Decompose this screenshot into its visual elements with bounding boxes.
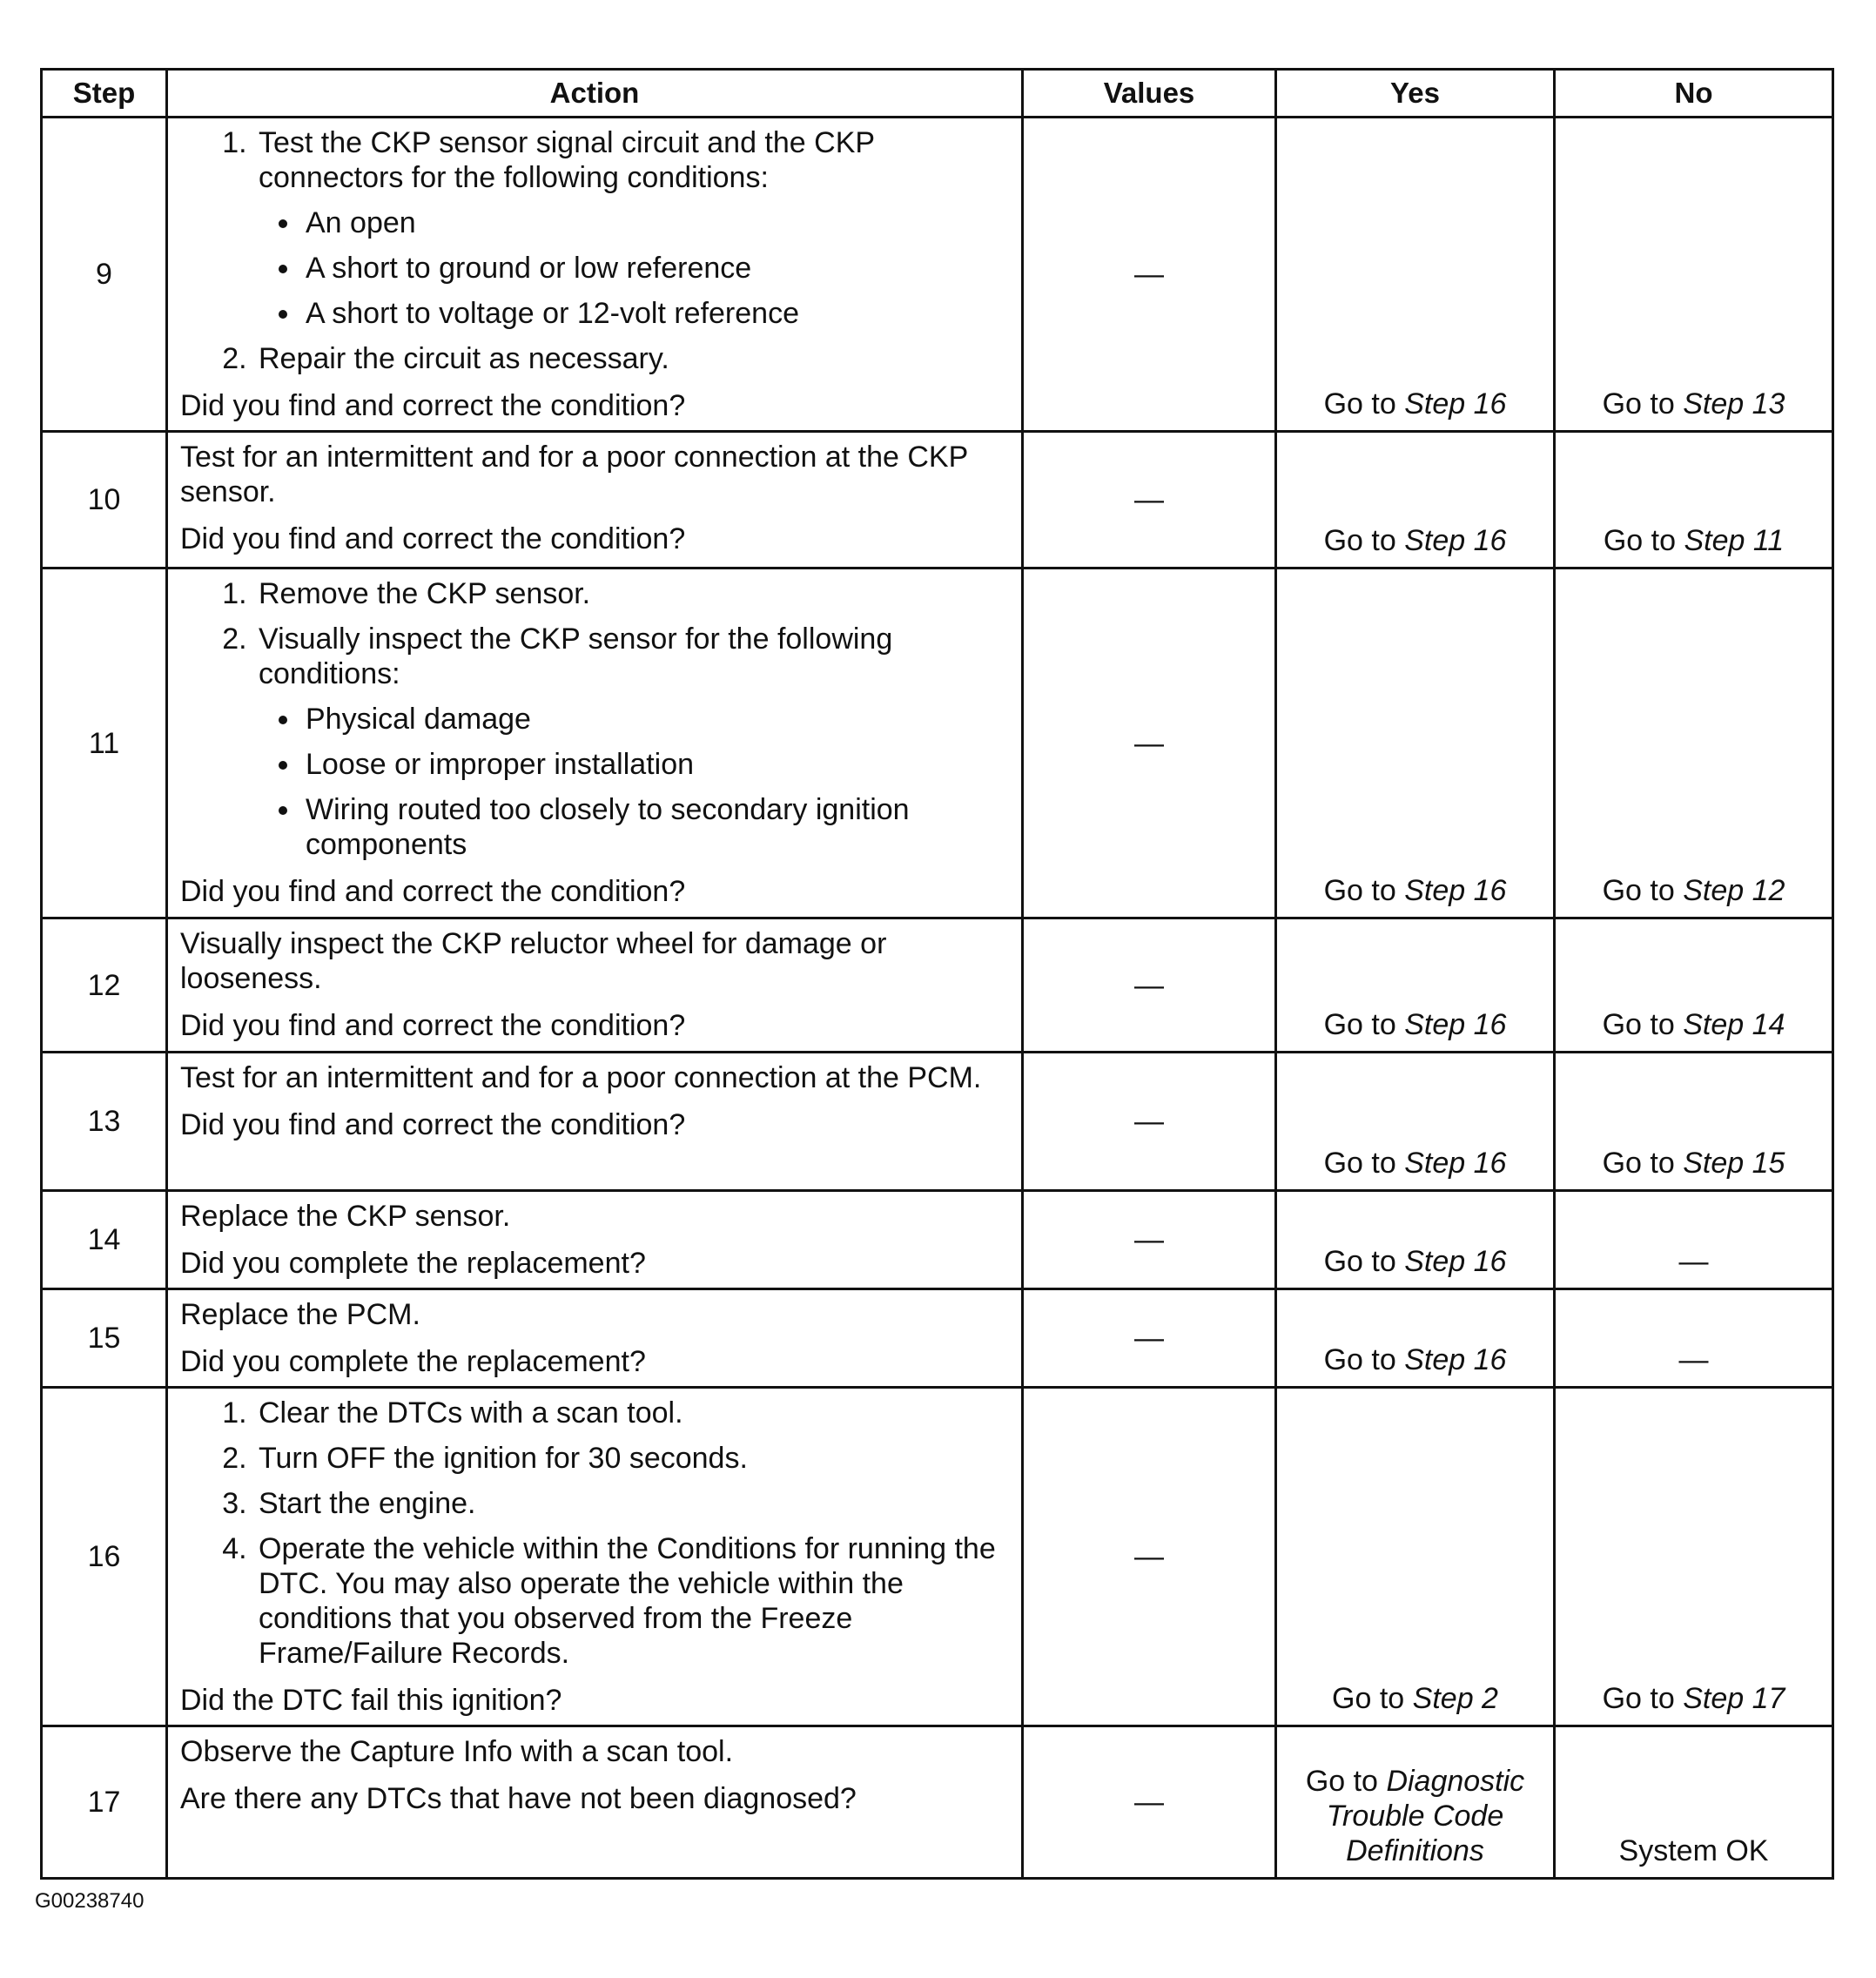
diagnostic-table	[40, 68, 1834, 1880]
question-text: Did you complete the replacement?	[180, 1247, 646, 1280]
step-reference: Step 11	[1684, 524, 1785, 557]
goto-text: Go to	[1602, 387, 1675, 420]
instruction-text: Replace the CKP sensor.	[180, 1200, 511, 1233]
question-text: Did the DTC fail this ignition?	[180, 1684, 562, 1717]
values-cell: —	[1023, 432, 1276, 569]
table-row	[42, 118, 1833, 432]
outcome-text: System OK	[1618, 1834, 1769, 1867]
instruction-item-text: Visually inspect the CKP sensor for the following conditions:	[259, 622, 893, 690]
yes-cell	[1276, 1388, 1555, 1726]
condition-list	[259, 205, 1009, 331]
action-cell	[167, 569, 1023, 918]
instruction-item	[255, 341, 1009, 376]
step-reference: Step 16	[1404, 1343, 1507, 1376]
yes-cell	[1276, 1053, 1555, 1191]
condition-item: • Physical damage	[302, 702, 1009, 737]
header-row	[42, 70, 1833, 118]
condition-item: • An open	[302, 205, 1009, 240]
values-cell: —	[1023, 1191, 1276, 1289]
question-text: Did you find and correct the condition?	[180, 1009, 686, 1042]
step-reference: Step 16	[1404, 874, 1507, 907]
yes-cell	[1276, 1191, 1555, 1289]
instruction-text: Observe the Capture Info with a scan tool.	[180, 1735, 734, 1768]
question-text: Did you find and correct the condition?	[180, 875, 686, 908]
step-reference: Step 12	[1683, 874, 1785, 907]
instruction-item-text: Repair the circuit as necessary.	[259, 342, 669, 375]
instruction-item-text: Start the engine.	[259, 1487, 476, 1520]
outcome-text: —	[1678, 1343, 1709, 1376]
document-code: G00238740	[35, 1889, 145, 1913]
step-reference: Diagnostic Trouble Code Definitions	[1326, 1765, 1525, 1867]
header-yes: Yes	[1276, 70, 1555, 118]
step-number: 13	[42, 1053, 167, 1191]
yes-cell	[1276, 432, 1555, 569]
step-number: 15	[42, 1289, 167, 1388]
goto-text: Go to	[1323, 1245, 1396, 1278]
goto-text: Go to	[1602, 1147, 1675, 1180]
step-number: 11	[42, 569, 167, 918]
values-cell: —	[1023, 569, 1276, 918]
question-text: Did you complete the replacement?	[180, 1345, 646, 1378]
table-row	[42, 918, 1833, 1053]
instruction-item	[255, 576, 1009, 611]
yes-cell	[1276, 1726, 1555, 1879]
goto-text: Go to	[1323, 874, 1396, 907]
no-cell	[1555, 118, 1833, 432]
condition-item: • Loose or improper installation	[302, 747, 1009, 782]
no-cell	[1555, 1388, 1833, 1726]
question-text: Did you find and correct the condition?	[180, 389, 686, 422]
instruction-text: Visually inspect the CKP reluctor wheel for damage or looseness.	[180, 927, 887, 995]
no-cell	[1555, 1289, 1833, 1388]
goto-text: Go to	[1323, 1343, 1396, 1376]
no-cell	[1555, 1191, 1833, 1289]
goto-text: Go to	[1602, 1008, 1675, 1041]
goto-text: Go to	[1332, 1682, 1405, 1715]
header-no: No	[1555, 70, 1833, 118]
step-reference: Step 16	[1404, 1245, 1507, 1278]
yes-cell	[1276, 118, 1555, 432]
goto-text: Go to	[1602, 874, 1675, 907]
step-number: 12	[42, 918, 167, 1053]
step-reference: Step 16	[1404, 1147, 1507, 1180]
header-step: Step	[42, 70, 167, 118]
yes-cell	[1276, 918, 1555, 1053]
action-cell	[167, 1726, 1023, 1879]
header-values: Values	[1023, 70, 1276, 118]
step-number: 14	[42, 1191, 167, 1289]
goto-text: Go to	[1603, 524, 1677, 557]
values-cell: —	[1023, 918, 1276, 1053]
question-text: Did you find and correct the condition?	[180, 522, 686, 555]
condition-item: • Wiring routed too closely to secondary ignition components	[302, 792, 1009, 862]
goto-text: Go to	[1323, 1147, 1396, 1180]
values-cell: —	[1023, 118, 1276, 432]
instruction-list	[180, 576, 1009, 862]
action-cell	[167, 1191, 1023, 1289]
values-cell: —	[1023, 1289, 1276, 1388]
instruction-item-text: Test the CKP sensor signal circuit and the CKP connectors for the following conditions:	[259, 126, 875, 194]
action-cell	[167, 1289, 1023, 1388]
condition-item: • A short to ground or low reference	[302, 251, 1009, 286]
action-cell	[167, 918, 1023, 1053]
header-action: Action	[167, 70, 1023, 118]
yes-cell	[1276, 569, 1555, 918]
table-row	[42, 569, 1833, 918]
no-cell	[1555, 432, 1833, 569]
instruction-item	[255, 1396, 1009, 1430]
no-cell	[1555, 569, 1833, 918]
instruction-item	[255, 1531, 1009, 1671]
instruction-item	[255, 1486, 1009, 1521]
goto-text: Go to	[1323, 1008, 1396, 1041]
table-row	[42, 1388, 1833, 1726]
instruction-item	[255, 1441, 1009, 1476]
question-text: Are there any DTCs that have not been diagnosed?	[180, 1782, 857, 1815]
action-cell	[167, 1053, 1023, 1191]
instruction-item-text: Clear the DTCs with a scan tool.	[259, 1396, 683, 1430]
step-reference: Step 14	[1683, 1008, 1785, 1041]
instruction-item	[255, 125, 1009, 331]
instruction-list	[180, 125, 1009, 376]
instruction-item-text: Turn OFF the ignition for 30 seconds.	[259, 1442, 748, 1475]
values-cell: —	[1023, 1726, 1276, 1879]
instruction-item-text: Operate the vehicle within the Conditions for running the DTC. You may also operate the vehicle within the conditions that you observed from the Freeze Frame/Failure Records.	[259, 1532, 996, 1670]
instruction-text: Test for an intermittent and for a poor connection at the CKP sensor.	[180, 441, 968, 508]
step-reference: Step 2	[1412, 1682, 1498, 1715]
no-cell	[1555, 1726, 1833, 1879]
action-cell	[167, 118, 1023, 432]
step-number: 16	[42, 1388, 167, 1726]
goto-text: Go to	[1305, 1765, 1378, 1798]
table-row	[42, 1289, 1833, 1388]
table-body	[42, 118, 1833, 1879]
instruction-item-text: Remove the CKP sensor.	[259, 577, 591, 610]
step-reference: Step 16	[1404, 524, 1507, 557]
goto-text: Go to	[1602, 1682, 1675, 1715]
action-cell	[167, 1388, 1023, 1726]
step-number: 10	[42, 432, 167, 569]
table-row	[42, 432, 1833, 569]
instruction-text: Test for an intermittent and for a poor connection at the PCM.	[180, 1061, 982, 1094]
step-reference: Step 13	[1683, 387, 1785, 420]
instruction-list	[180, 1396, 1009, 1671]
action-cell	[167, 432, 1023, 569]
step-number: 17	[42, 1726, 167, 1879]
values-cell: —	[1023, 1053, 1276, 1191]
table-row	[42, 1053, 1833, 1191]
values-cell: —	[1023, 1388, 1276, 1726]
step-reference: Step 16	[1404, 387, 1507, 420]
instruction-text: Replace the PCM.	[180, 1298, 420, 1331]
instruction-item	[255, 622, 1009, 862]
no-cell	[1555, 918, 1833, 1053]
outcome-text: —	[1678, 1245, 1709, 1278]
condition-list	[259, 702, 1009, 862]
condition-item: • A short to voltage or 12-volt reference	[302, 296, 1009, 331]
table-row	[42, 1191, 1833, 1289]
step-reference: Step 16	[1404, 1008, 1507, 1041]
step-number: 9	[42, 118, 167, 432]
question-text: Did you find and correct the condition?	[180, 1108, 686, 1141]
goto-text: Go to	[1323, 387, 1396, 420]
step-reference: Step 15	[1683, 1147, 1785, 1180]
step-reference: Step 17	[1683, 1682, 1785, 1715]
yes-cell	[1276, 1289, 1555, 1388]
goto-text: Go to	[1323, 524, 1396, 557]
table-row	[42, 1726, 1833, 1879]
no-cell	[1555, 1053, 1833, 1191]
